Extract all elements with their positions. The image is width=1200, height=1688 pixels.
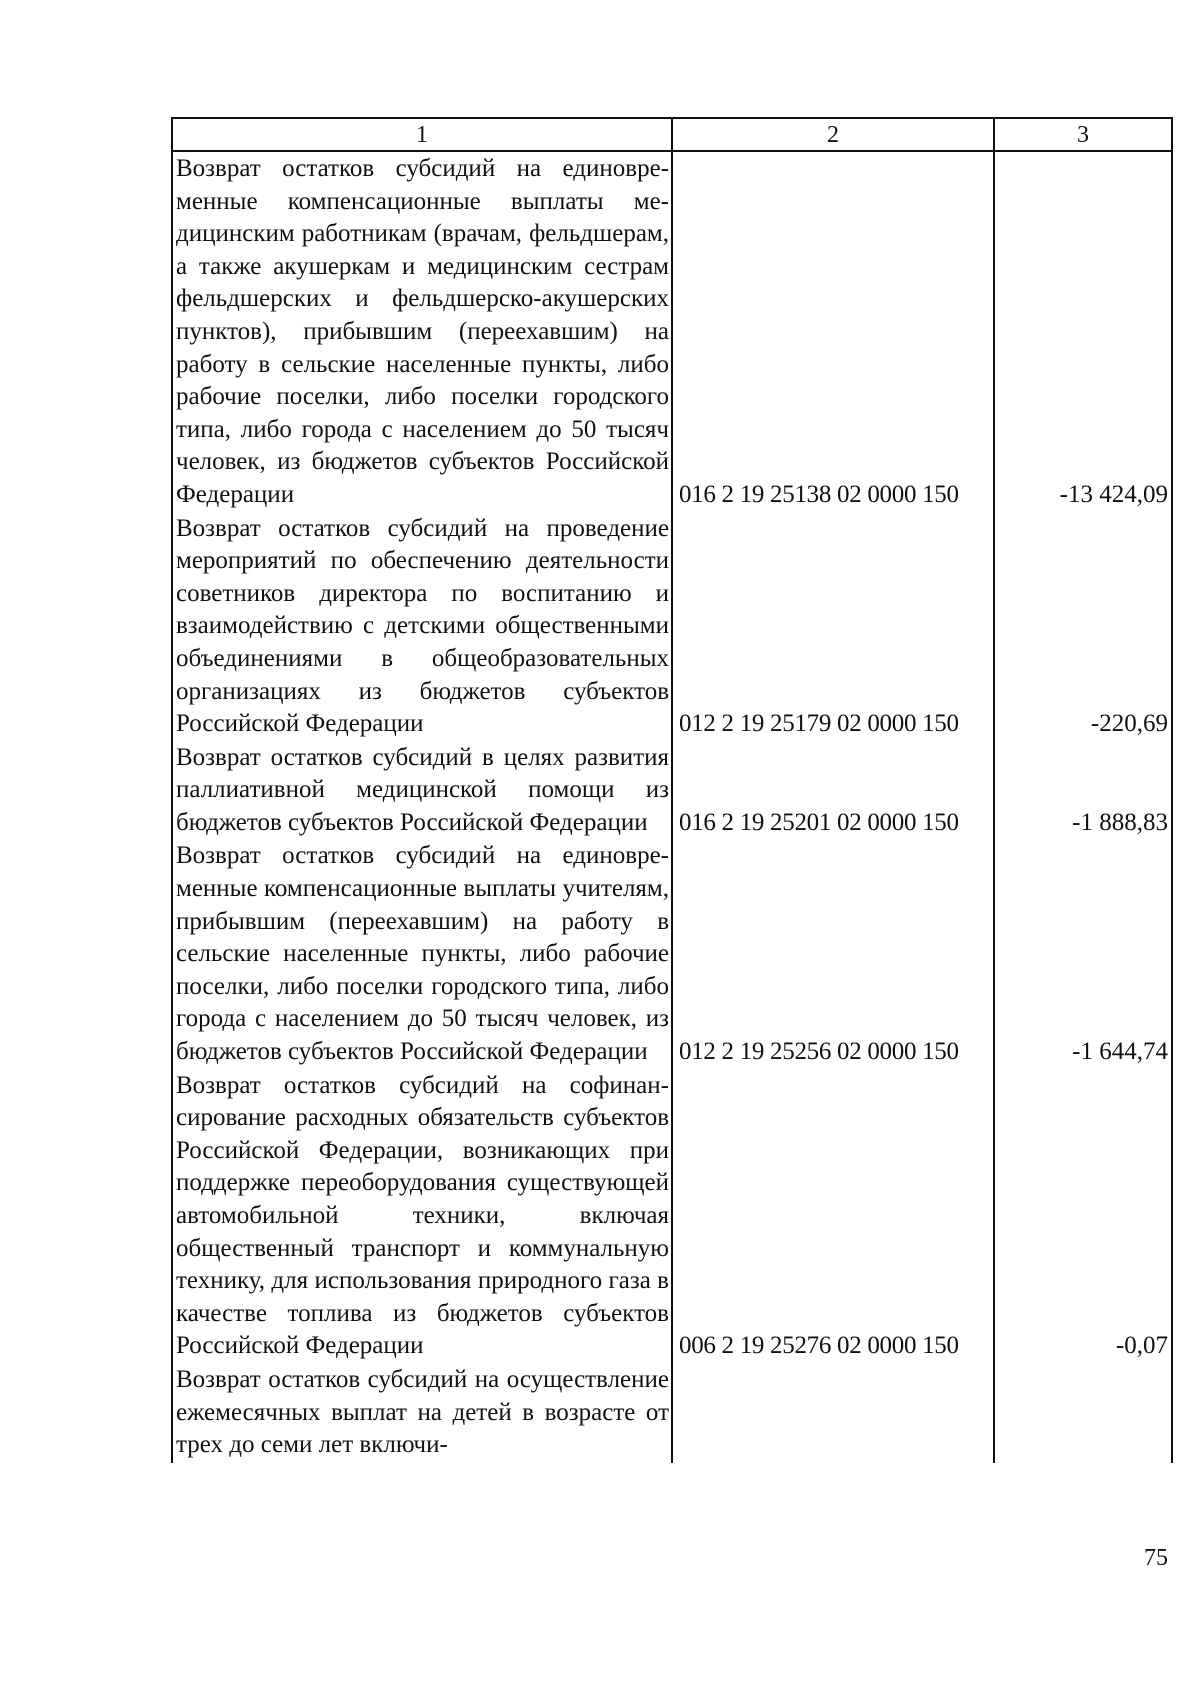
column-header-3: 3 (994, 118, 1172, 151)
table-row (172, 151, 1172, 512)
row-amount: -220,69 (994, 512, 1172, 741)
row-description: Возврат остатков субсидий на проведение мероприятий по обеспечению деятельности советников директора по воспитанию и взаимодействию с детскими общественными объединениями в общеобразовательных организациях из бюджетов субъектов Российской Федерации (172, 512, 672, 741)
row-amount: -1 644,74 (994, 839, 1172, 1068)
row-amount: -13 424,09 (994, 151, 1172, 512)
row-description: Возврат остатков субсидий на единовременные компенсационные выплаты учителям, прибывшим (переехавшим) на работу в сельские населенные пункты, либо рабочие поселки, либо поселки городского типа, либо города с населением до 50 тысяч человек, из бюджетов субъектов Российской Федерации (172, 839, 672, 1068)
table-row (172, 839, 1172, 1068)
row-amount: -1 888,83 (994, 741, 1172, 840)
row-code (672, 1363, 994, 1463)
row-description: Возврат остатков субсидий на софинансирование расходных обязательств субъектов Российской Федерации, возникающих при поддержке переоборудования существующей автомобильной техники, включая общественный транспорт и коммунальную технику, для использования природного газа в качестве топлива из бюджетов субъектов Российской Федерации (172, 1069, 672, 1363)
row-code: 016 2 19 25138 02 0000 150 (672, 151, 994, 512)
row-amount: -0,07 (994, 1069, 1172, 1363)
column-header-2: 2 (672, 118, 994, 151)
row-code: 016 2 19 25201 02 0000 150 (672, 741, 994, 840)
table-header-row (172, 118, 1172, 151)
table-row (172, 512, 1172, 741)
table-row (172, 1363, 1172, 1463)
row-description: Возврат остатков субсидий на единовременные компенсационные выплаты медицинским работникам (врачам, фельдшерам, а также акушеркам и медицинским сестрам фельдшерских и фельдшерско-акушерских пунктов), прибывшим (переехавшим) на работу в сельские населенные пункты, либо рабочие поселки, либо поселки городского типа, либо города с населением до 50 тысяч человек, из бюджетов субъектов Российской Федерации (172, 151, 672, 512)
column-header-1: 1 (172, 118, 672, 151)
table-row (172, 741, 1172, 840)
row-description: Возврат остатков субсидий на осуществление ежемесячных выплат на детей в возрасте от трех до семи лет включи- (172, 1363, 672, 1463)
row-code: 012 2 19 25179 02 0000 150 (672, 512, 994, 741)
budget-table (171, 117, 1173, 1463)
row-code: 006 2 19 25276 02 0000 150 (672, 1069, 994, 1363)
row-description: Возврат остатков субсидий в целях развития паллиативной медицинской помощи из бюджетов субъектов Российской Федерации (172, 741, 672, 840)
row-amount (994, 1363, 1172, 1463)
table-row (172, 1069, 1172, 1363)
page-number: 75 (1144, 1545, 1168, 1571)
row-code: 012 2 19 25256 02 0000 150 (672, 839, 994, 1068)
